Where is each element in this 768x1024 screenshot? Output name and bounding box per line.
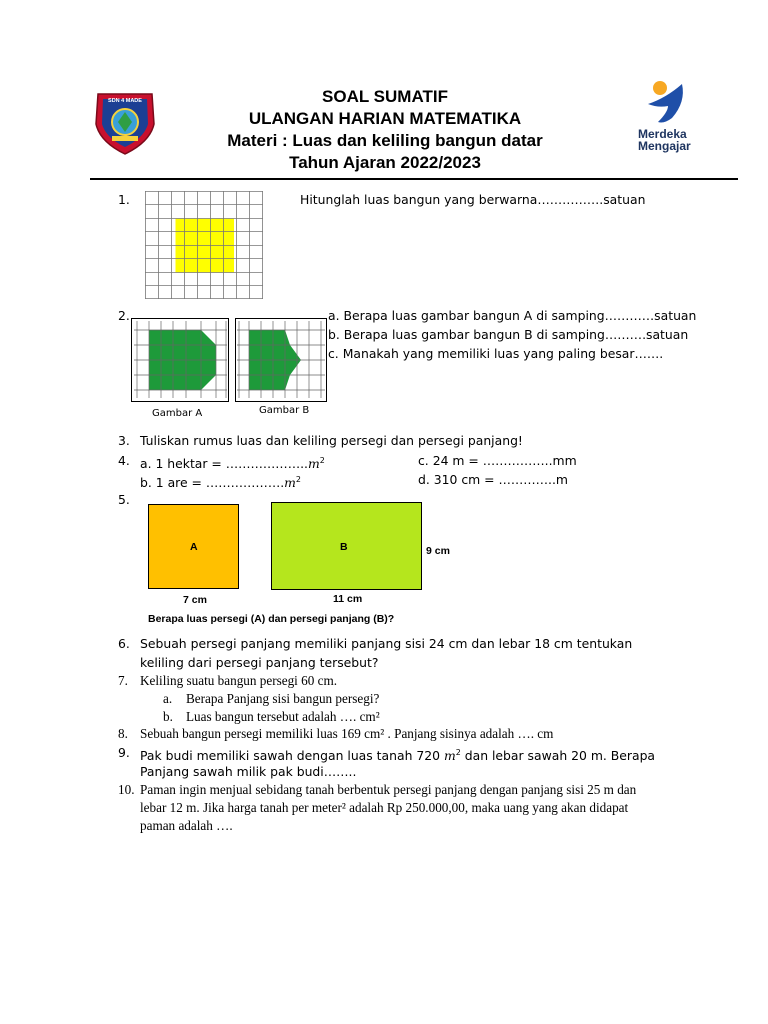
title-materi: Materi : Luas dan keliling bangun datar	[227, 131, 543, 150]
q8-text: Sebuah bangun persegi memiliki luas 169 cm² . Panjang sisinya adalah …. cm	[140, 726, 554, 741]
q4-part-b-unit: m	[284, 475, 296, 491]
q4-part-a-text: a. 1 hektar = ………………..	[140, 456, 308, 472]
brand-line1: Merdeka	[638, 127, 687, 141]
brand-line2: Mengajar	[638, 139, 691, 153]
title-tahun-ajaran: Tahun Ajaran 2022/2023	[289, 153, 481, 172]
q6-number: 6.	[118, 636, 130, 651]
q5-length-b: 11 cm	[333, 593, 363, 605]
q7-a: Berapa Panjang sisi bangun persegi?	[186, 691, 380, 706]
q5-number: 5.	[118, 492, 130, 507]
q2-figure-a	[131, 318, 229, 406]
q10-line3: paman adalah ….	[140, 818, 233, 833]
q4-part-b-exp: 2	[295, 475, 301, 484]
q3-number: 3.	[118, 433, 130, 448]
q2-figure-b	[235, 318, 327, 406]
q1-grid-figure	[145, 191, 267, 303]
q9-line1-post: dan lebar sawah 20 m. Berapa	[460, 748, 656, 764]
q10-number: 10.	[118, 782, 135, 797]
q9-line1	[140, 745, 655, 764]
q5-side-a: 7 cm	[183, 594, 207, 606]
q5-label-b: B	[340, 541, 348, 553]
q10-line2: lebar 12 m. Jika harga tanah per meter² adalah Rp 250.000,00, maka uang yang akan didapat	[140, 800, 629, 815]
q7-b: Luas bangun tersebut adalah …. cm²	[186, 709, 380, 724]
q4-part-a-unit: m	[307, 456, 320, 472]
q2-label-b: Gambar B	[259, 405, 310, 416]
q4-part-b	[140, 472, 301, 491]
q4-part-a	[140, 453, 325, 472]
school-logo-text: SDN 4 MADE	[108, 98, 142, 104]
q7-a-mark: a.	[163, 691, 173, 706]
q5-label-a: A	[190, 541, 198, 553]
q9-unit: m	[443, 748, 456, 764]
title-soal-sumatif: SOAL SUMATIF	[322, 87, 448, 106]
q2-part-c: c. Manakah yang memiliki luas yang paling besar…….	[328, 346, 664, 361]
q4-part-a-exp: 2	[319, 456, 325, 465]
q5-question: Berapa luas persegi (A) dan persegi panjang (B)?	[148, 613, 395, 625]
q1-text: Hitunglah luas bangun yang berwarna…………….satuan	[300, 192, 646, 207]
q9-line1-pre: Pak budi memiliki sawah dengan luas tanah 720	[140, 748, 444, 764]
q3-text: Tuliskan rumus luas dan keliling persegi dan persegi panjang!	[140, 433, 523, 448]
q6-line2: keliling dari persegi panjang tersebut?	[140, 655, 379, 670]
q5-width-b: 9 cm	[426, 545, 450, 557]
q6-line1: Sebuah persegi panjang memiliki panjang sisi 24 cm dan lebar 18 cm tentukan	[140, 636, 633, 651]
q7-number: 7.	[118, 673, 128, 688]
q4-number: 4.	[118, 453, 130, 468]
q9-number: 9.	[118, 745, 130, 760]
q8-number: 8.	[118, 726, 128, 741]
q4-part-d: d. 310 cm = …………..m	[418, 472, 568, 487]
q9-exp: 2	[455, 748, 461, 757]
q4-part-b-text: b. 1 are = ……………….	[140, 475, 285, 491]
q10-line1: Paman ingin menjual sebidang tanah berbentuk persegi panjang dengan panjang sisi 25 m dan	[140, 782, 637, 797]
header-divider	[90, 178, 738, 180]
q2-number: 2.	[118, 308, 130, 323]
q9-line2: Panjang sawah milik pak budi……..	[140, 764, 357, 779]
merdeka-mengajar-logo	[634, 78, 714, 158]
q7-b-mark: b.	[163, 709, 173, 724]
q2-label-a: Gambar A	[152, 408, 203, 419]
q4-part-c: c. 24 m = ……………..mm	[418, 453, 577, 468]
q2-part-b: b. Berapa luas gambar bangun B di samping……….satuan	[328, 327, 689, 342]
q1-number: 1.	[118, 192, 130, 207]
q2-part-a: a. Berapa luas gambar bangun A di samping…………satuan	[328, 308, 697, 323]
q7-text: Keliling suatu bangun persegi 60 cm.	[140, 673, 338, 688]
title-ulangan: ULANGAN HARIAN MATEMATIKA	[248, 109, 522, 128]
